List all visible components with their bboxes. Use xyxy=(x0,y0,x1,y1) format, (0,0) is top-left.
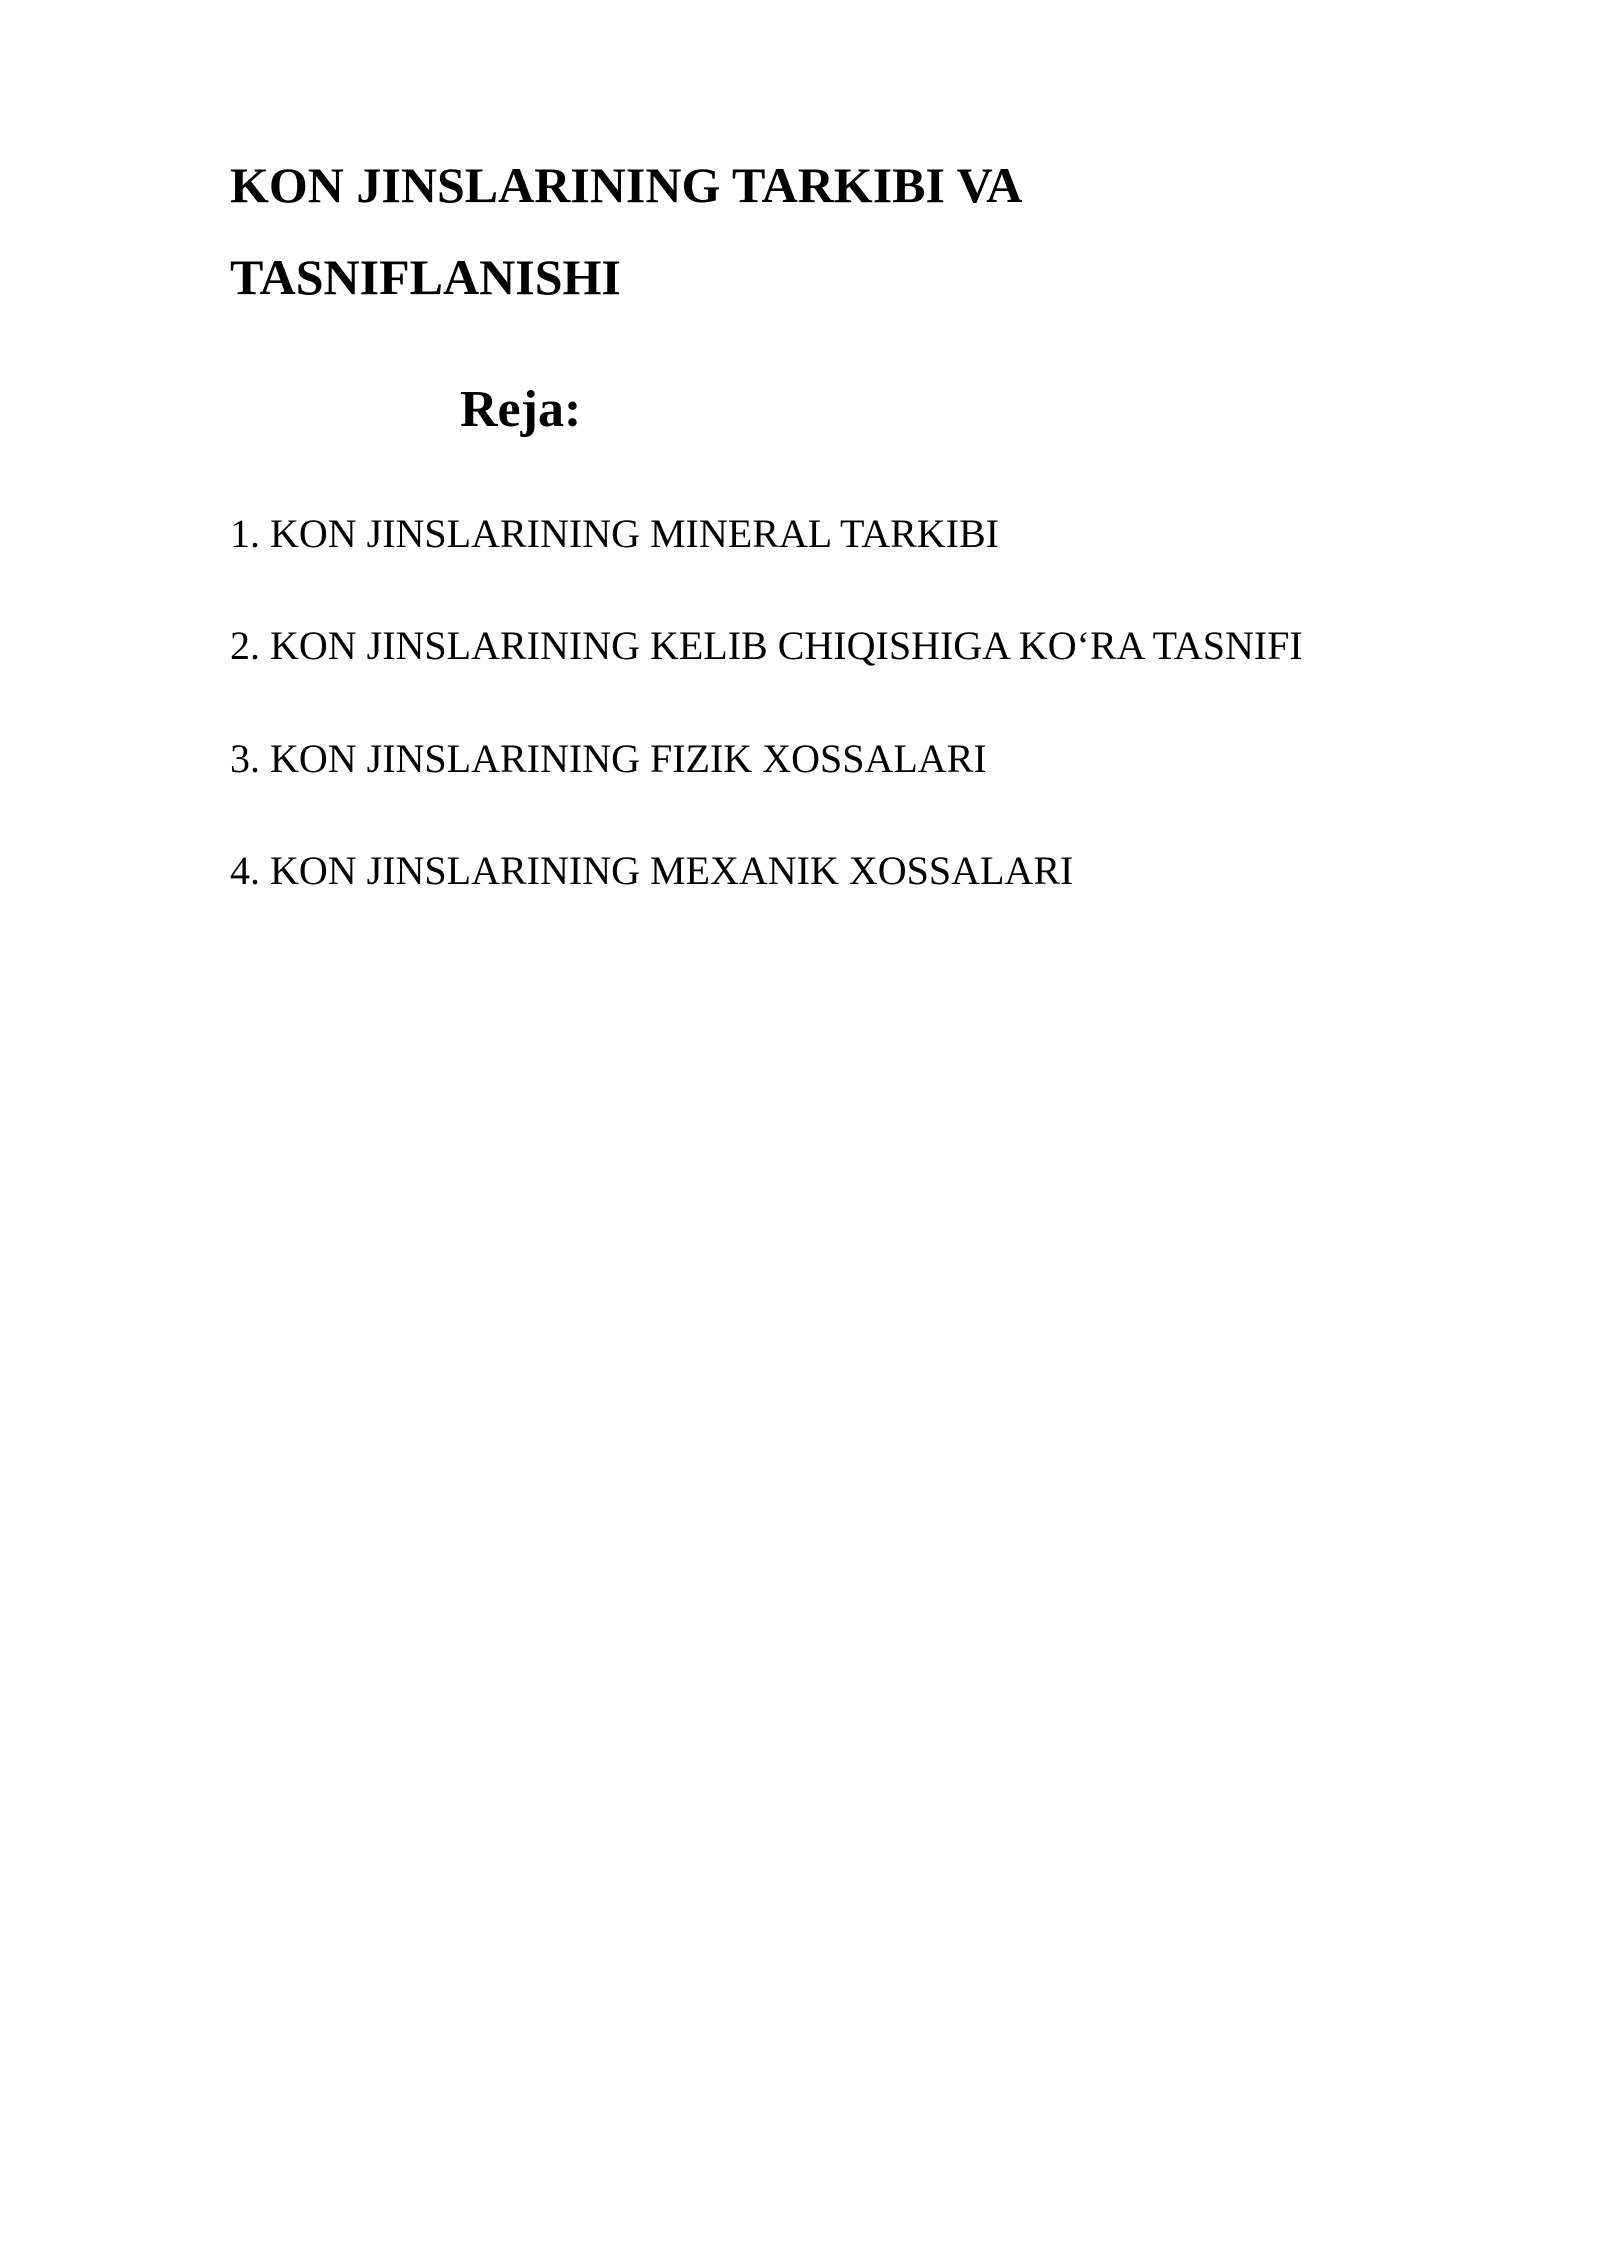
plan-item: 3. KON JINSLARINING FIZIK XOSSALARI xyxy=(230,736,987,781)
plan-item: 4. KON JINSLARINING MEXANIK XOSSALARI xyxy=(230,848,1074,893)
document-title-line-2: TASNIFLANISHI xyxy=(230,249,621,305)
plan-heading: Reja: xyxy=(460,381,582,438)
document-title-line-1: KON JINSLARINING TARKIBI VA xyxy=(230,157,1023,213)
plan-item: 1. KON JINSLARINING MINERAL TARKIBI xyxy=(230,511,999,556)
plan-item: 2. KON JINSLARINING KELIB CHIQISHIGA KO‘RA TASNIFI xyxy=(230,623,1303,668)
